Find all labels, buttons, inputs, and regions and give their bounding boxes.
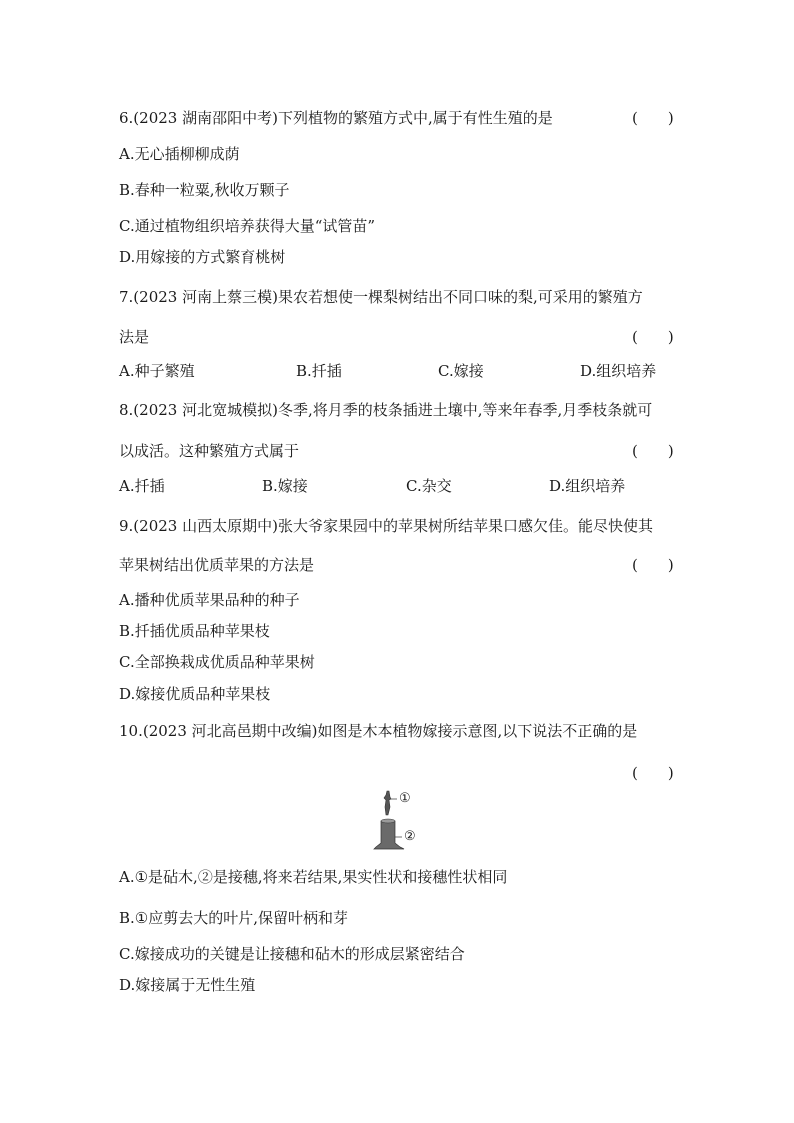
q10-option-b: B.①应剪去大的叶片,保留叶柄和芽 xyxy=(119,909,349,927)
question-8-stem-line2: 以成活。这种繁殖方式属于 xyxy=(119,442,300,460)
figure-label-2: ② xyxy=(404,829,416,844)
answer-blank-7: ( ) xyxy=(632,328,674,346)
rootstock-cut-surface xyxy=(381,819,395,823)
q6-option-d: D.用嫁接的方式繁育桃树 xyxy=(119,248,286,266)
answer-blank-8: ( ) xyxy=(632,442,674,460)
question-9-stem-line2: 苹果树结出优质苹果的方法是 xyxy=(119,556,315,574)
q9-option-b: B.扦插优质品种苹果枝 xyxy=(119,622,270,640)
question-9-stem-line1: 9.(2023 山西太原期中)张大爷家果园中的苹果树所结苹果口感欠佳。能尽快使其 xyxy=(119,517,653,535)
answer-blank-6: ( ) xyxy=(632,109,674,127)
q6-option-b: B.春种一粒粟,秋收万颗子 xyxy=(119,181,290,199)
q8-option-b: B.嫁接 xyxy=(262,477,308,495)
q8-option-a: A.扦插 xyxy=(119,477,165,495)
q9-option-a: A.播种优质苹果品种的种子 xyxy=(119,591,300,609)
q9-option-c: C.全部换栽成优质品种苹果树 xyxy=(119,653,315,671)
q6-option-c: C.通过植物组织培养获得大量“试管苗” xyxy=(119,217,376,235)
question-7-stem-line2: 法是 xyxy=(119,328,150,346)
question-10-stem: 10.(2023 河北高邑期中改编)如图是木本植物嫁接示意图,以下说法不正确的是 xyxy=(119,722,638,740)
answer-blank-10: ( ) xyxy=(632,764,674,782)
q7-option-b: B.扦插 xyxy=(296,362,342,380)
q8-option-d: D.组织培养 xyxy=(549,477,626,495)
q10-option-c: C.嫁接成功的关键是让接穗和砧木的形成层紧密结合 xyxy=(119,945,465,963)
q10-option-d: D.嫁接属于无性生殖 xyxy=(119,976,256,994)
grafting-diagram xyxy=(372,789,428,855)
q9-option-d: D.嫁接优质品种苹果枝 xyxy=(119,685,271,703)
question-7-stem-line1: 7.(2023 河南上蔡三模)果农若想使一棵梨树结出不同口味的梨,可采用的繁殖方 xyxy=(119,288,643,306)
question-8-stem-line1: 8.(2023 河北宽城模拟)冬季,将月季的枝条插进土壤中,等来年春季,月季枝条就可 xyxy=(119,401,653,419)
q6-option-a: A.无心插柳柳成荫 xyxy=(119,145,240,163)
q10-option-a: A.①是砧木,②是接穗,将来若结果,果实性状和接穗性状相同 xyxy=(119,868,508,886)
q7-option-c: C.嫁接 xyxy=(438,362,484,380)
rootstock-shape xyxy=(374,820,404,850)
q8-option-c: C.杂交 xyxy=(406,477,452,495)
q7-option-a: A.种子繁殖 xyxy=(119,362,195,380)
q7-option-d: D.组织培养 xyxy=(580,362,657,380)
scion-shape xyxy=(384,791,391,815)
figure-label-1: ① xyxy=(399,791,411,806)
question-6-stem: 6.(2023 湖南邵阳中考)下列植物的繁殖方式中,属于有性生殖的是 xyxy=(119,109,553,127)
answer-blank-9: ( ) xyxy=(632,556,674,574)
